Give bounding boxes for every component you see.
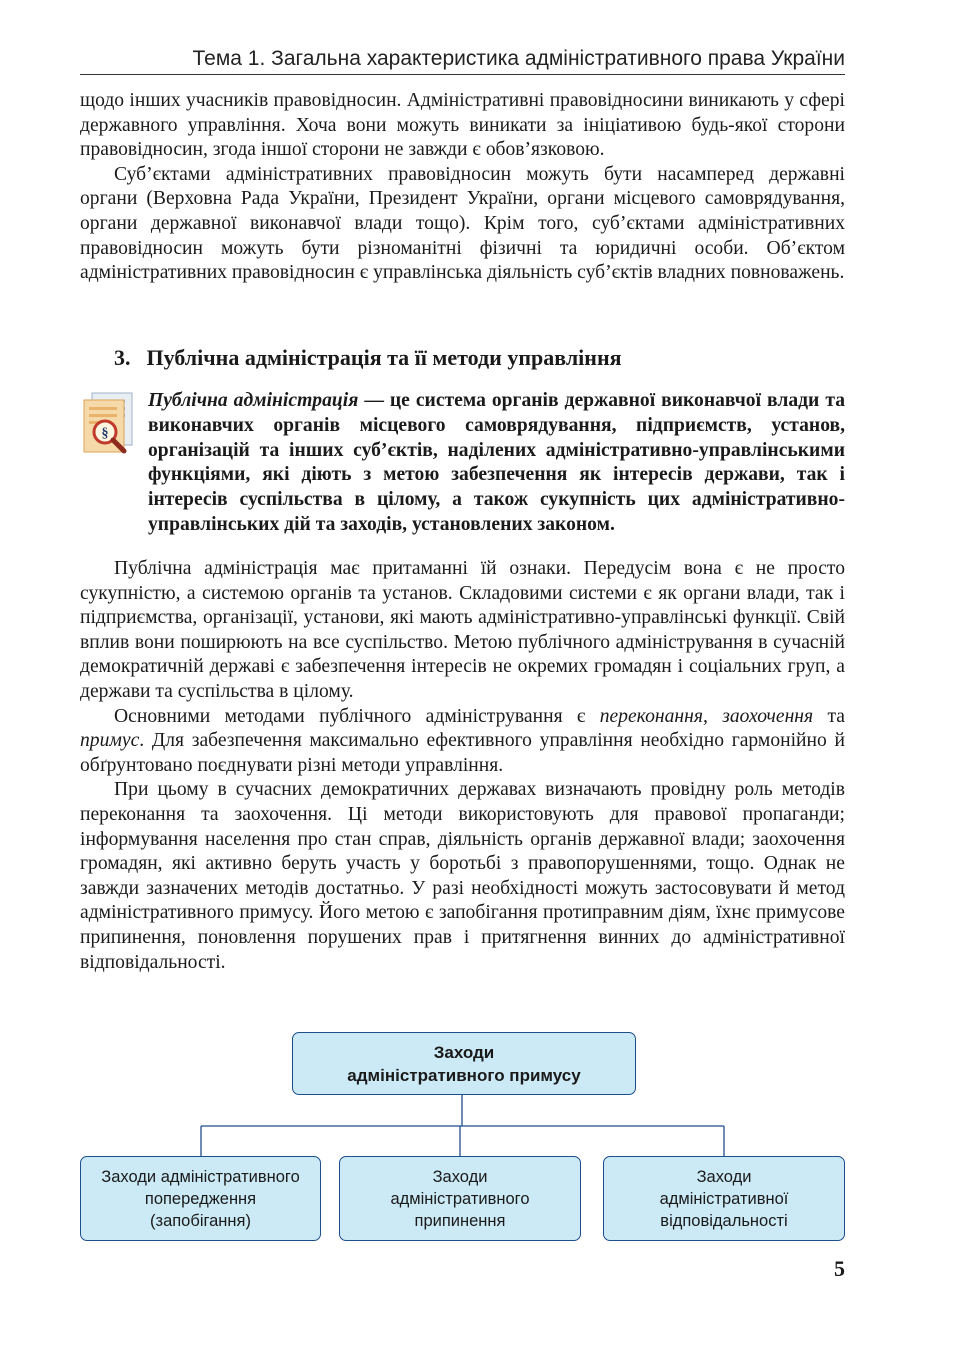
definition-text: — це система органів державної виконавчої влади та виконавчих органів місцевого самоврядування, підприємств, установ, організацій та інших суб’єктів, наділених адміністративно-управлінськими функціями, які діють з метою забезпечення як інтересів держави, так і інтересів суспільства в цілому, а також сукупність цих адміністративно-управлінських дій та заходів, установлених законом. <box>148 390 845 535</box>
page-number: 5 <box>834 1256 845 1281</box>
text-run: Основними методами публічного адміністрування є <box>114 705 600 727</box>
body-paragraph: При цьому в сучасних демократичних державах визначають провідну роль методів переконання та заохочення. Ці методи використовують для правової пропаганди; інформування населення про стан справ, діяльність органів державної влади; заохочення громадян, які активно беруть участь у боротьбі з правопорушеннями, тощо. Однак не завжди зазначених методів достатньо. У разі необхідності можуть застосовувати й метод адміністративного примусу. Його метою є запобігання протиправним діям, їхнє примусове припинення, поновлення порушених прав і притягнення винних до адміністративної відповідальності. <box>80 779 845 973</box>
diagram-root-line: адміністративного примусу <box>347 1065 581 1085</box>
section-number: 3. <box>114 345 131 370</box>
diagram-box-liability <box>603 1156 845 1241</box>
running-header: Тема 1. Загальна характеристика адміністративного права України <box>80 44 845 75</box>
diagram-box-line: Заходи адміністративного <box>101 1167 300 1186</box>
diagram-box-line: відповідальності <box>660 1211 788 1230</box>
diagram-box-termination <box>339 1156 581 1241</box>
definition-block <box>148 389 845 538</box>
text-run: та <box>813 705 845 727</box>
diagram-box-line: припинення <box>414 1211 506 1230</box>
diagram-box-line: адміністративного <box>390 1189 530 1208</box>
diagram-box-prevention <box>80 1156 321 1241</box>
diagram-root-box <box>292 1032 636 1095</box>
diagram-box-line: (запобігання) <box>150 1211 251 1230</box>
intro-text <box>80 89 845 286</box>
law-document-magnifier-icon <box>78 390 136 458</box>
svg-text:§: § <box>101 426 109 441</box>
section-title: Публічна адміністрація та її методи управління <box>146 345 622 370</box>
diagram-box-line: попередження <box>144 1189 257 1208</box>
intro-paragraph: щодо інших учасників правовідносин. Адміністративні правовідносини виникають у сфері державного управління. Хоча вони можуть виникати за ініціативою будь-якої сторони правовідносин, згода іншої сторони не завжди є обов’язковою. <box>80 90 845 161</box>
diagram-box-line: адміністративної <box>659 1189 789 1208</box>
diagram-box-line: Заходи <box>696 1167 752 1186</box>
body-paragraph-methods <box>80 705 845 779</box>
main-text <box>80 557 845 975</box>
text-run: . Для забезпечення максимально ефективного управління необхідно гармонійно й обґрунтовано поєднувати різні методи управління. <box>80 730 845 776</box>
intro-paragraph: Суб’єктами адміністративних правовідносин можуть бути насамперед державні органи (Верховна Рада України, Президент України, органи місцевого самоврядування, органи державної виконавчої влади тощо). Крім того, суб’єктами адміністративних правовідносин можуть бути різноманітні фізичні та юридичні особи. Об’єктом адміністративних правовідносин є управлінська діяльність суб’єктів владних повноважень. <box>80 163 845 284</box>
diagram-root-line: Заходи <box>433 1042 495 1062</box>
definition-term: Публічна адміністрація <box>148 390 359 411</box>
emphasis-coercion: примус <box>80 730 140 752</box>
diagram-box-line: Заходи <box>432 1167 488 1186</box>
body-paragraph: Публічна адміністрація має притаманні їй ознаки. Передусім вона є не просто сукупністю, а системою органів та установ. Складовими системи є як органи влади, так і підприємства, організації, установи, які мають адміністративно-управлінські функції. Свій вплив вони поширюють на все суспільство. Метою публічного адміністрування в сучасній демократичній державі є забезпечення інтересів не окремих громадян і соціальних груп, а держави та суспільства в цілому. <box>80 558 845 702</box>
emphasis-methods: переконання, заохочення <box>599 705 814 727</box>
section-heading <box>114 343 622 373</box>
